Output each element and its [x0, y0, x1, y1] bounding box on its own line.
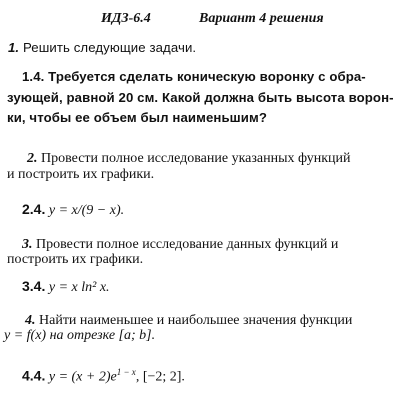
problem-1-4-text-1: Требуется сделать коническую воронку с обра- — [48, 69, 366, 84]
section-3-number: 3. — [22, 237, 33, 252]
section-4-text-2: y = f(x) на отрезке [a; b]. — [4, 328, 156, 343]
section-4-text-1: Найти наименьшее и наибольшее значения функции — [39, 313, 353, 328]
problem-4-4-number: 4.4. — [22, 367, 46, 384]
section-4-number: 4. — [25, 313, 36, 328]
assignment-code: ИДЗ-6.4 — [101, 11, 151, 26]
problem-3-4-number: 3.4. — [22, 278, 46, 294]
problem-2-4-formula: y = x/(9 − x). — [48, 203, 125, 218]
section-1-number: 1. — [8, 40, 20, 55]
problem-3-4-formula: y = x ln² x. — [48, 280, 110, 295]
problem-1-4-line-1 — [22, 68, 366, 86]
problem-3-4 — [22, 277, 110, 297]
section-2-line-2: и построить их графики. — [7, 167, 155, 182]
variant-title: Вариант 4 решения — [199, 11, 324, 26]
problem-2-4 — [22, 200, 124, 220]
problem-4-4 — [22, 363, 185, 387]
section-1-text: Решить следующие задачи. — [22, 40, 197, 55]
section-2-number: 2. — [27, 151, 38, 166]
problem-1-4-line-2: зующей, равной 20 см. Какой должна быть высота ворон- — [7, 90, 394, 105]
problem-1-4-line-3: ки, чтобы ее объем был наименьшим? — [7, 110, 267, 125]
problem-4-4-formula-main: y = (x + 2)e — [48, 369, 117, 385]
section-4-line-2 — [4, 327, 155, 345]
section-2-text-1: Провести полное исследование указанных функций — [41, 151, 351, 166]
section-3-line-2: построить их графики. — [7, 252, 144, 267]
problem-1-4-number: 1.4. — [22, 69, 45, 84]
section-3-text-1: Провести полное исследование данных функций и — [36, 237, 339, 252]
problem-4-4-formula-exponent: 1 − x — [116, 367, 136, 377]
problem-4-4-formula-tail: , [−2; 2]. — [135, 369, 185, 385]
problem-2-4-number: 2.4. — [22, 201, 46, 217]
section-1-heading — [8, 39, 196, 57]
header — [0, 11, 400, 31]
